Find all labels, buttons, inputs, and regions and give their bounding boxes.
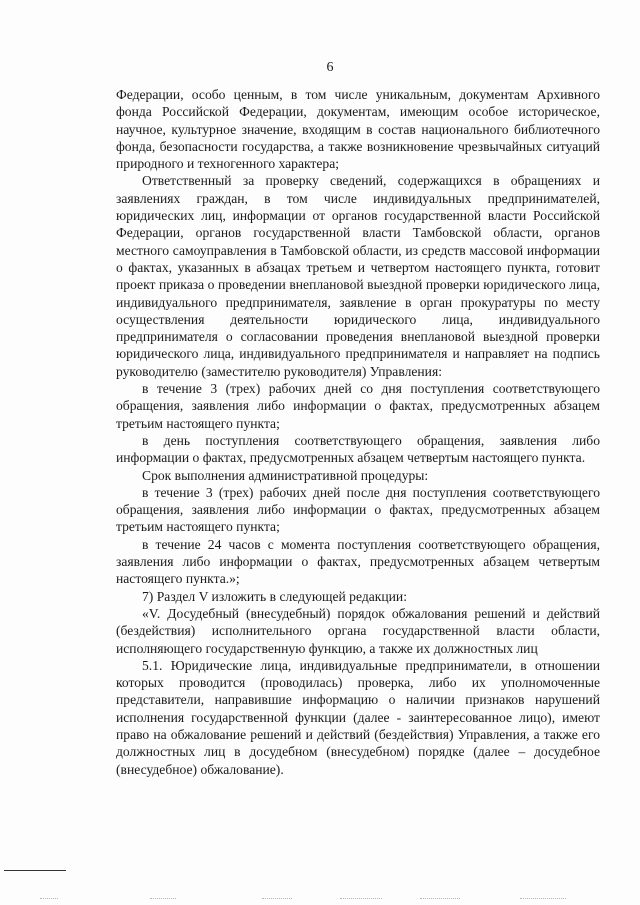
paragraph: в течение 3 (трех) рабочих дней со дня поступления соответствующего обращения, заявления либо информации о фактах, предусмотренных абзацем третьим настоящего пункта; [116,381,600,431]
scan-artifact [262,898,292,899]
paragraph: Срок выполнения административной процедуры: [142,467,429,483]
paragraph: 7) Раздел V изложить в следующей редакции: [142,588,407,604]
paragraph: в течение 3 (трех) рабочих дней после дня поступления соответствующего обращения, заявления либо информации о фактах, предусмотренных абзацем третьим настоящего пункта; [116,484,600,535]
document-body [116,86,600,778]
scan-artifact [150,898,176,899]
page-number: 6 [326,60,334,75]
paragraph: Ответственный за проверку сведений, содержащихся в обращениях и заявлениях граждан, в том числе индивидуальных предпринимателей, юридических лиц, информации от органов государственной власти Российской Федерации, органов государственной власти Тамбовской области, органов местного самоуправления в Тамбовской области, из средств массовой информации о фактах, указанных в абзацах третьем и четвертом настоящего пункта, готовит проект приказа о проведении внеплановой выездной проверки юридического лица, индивидуального предпринимателя, заявление в орган прокуратуры по месту осуществления деятельности юридического лица, индивидуального предпринимателя о согласовании проведения внеплановой выездной проверки юридического лица, индивидуального предпринимателя и направляет на подпись руководителю (заместителю руководителя) Управления: [116,173,600,379]
scan-artifact [340,898,382,899]
section-heading: «V. Досудебный (внесудебный) порядок обжалования решений и действий (бездействия) исполнительного органа государственной власти области, исполняющего государственную функцию, а также их должностных лиц [116,605,600,656]
scan-artifact [520,898,566,899]
paragraph: в день поступления соответствующего обращения, заявления либо информации о фактах, предусмотренных абзацем четвертым настоящего пункта. [116,432,600,466]
scan-artifact [40,898,58,899]
paragraph: в течение 24 часов с момента поступления соответствующего обращения, заявления либо информации о фактах, предусмотренных абзацем четвертым настоящего пункта.»; [116,536,600,587]
footer-rule [4,870,66,871]
paragraph: Федерации, особо ценным, в том числе уникальным, документам Архивного фонда Российской Федерации, документам, имеющим особое историческое, научное, культурное значение, входящим в состав национального библиотечного фонда, безопасности государства, а также возникновение чрезвычайных ситуаций природного и техногенного характера; [116,87,600,172]
scan-artifact [420,898,460,899]
paragraph: 5.1. Юридические лица, индивидуальные предприниматели, в отношении которых проводится (проводилась) проверка, либо их уполномоченные представители, направившие информацию о наличии признаков нарушений исполнения государственной функции (далее - заинтересованное лицо), имеют право на обжалование решений и действий (бездействия) Управления, а также его должностных лиц в досудебном (внесудебном) порядке (далее – досудебное (внесудебное) обжалование). [116,657,600,777]
